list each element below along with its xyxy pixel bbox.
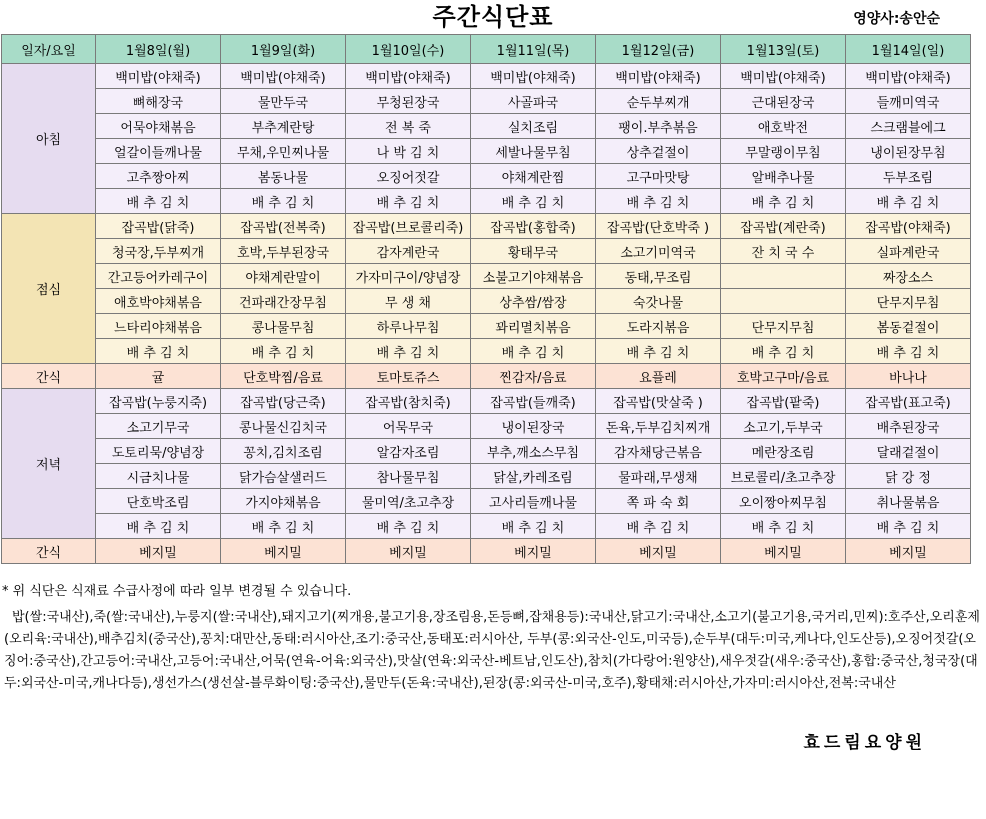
meal-label: 저녁 bbox=[2, 389, 96, 539]
menu-cell: 상추쌈/쌈장 bbox=[471, 289, 596, 314]
menu-cell: 도라지볶음 bbox=[596, 314, 721, 339]
menu-cell: 배 추 김 치 bbox=[221, 514, 346, 539]
day-header: 1월10일(수) bbox=[346, 35, 471, 64]
menu-cell: 배 추 김 치 bbox=[846, 189, 971, 214]
menu-cell: 오징어젓갈 bbox=[346, 164, 471, 189]
dinner-row bbox=[2, 489, 971, 514]
menu-cell: 백미밥(야채죽) bbox=[846, 64, 971, 89]
menu-cell: 황태무국 bbox=[471, 239, 596, 264]
menu-cell: 건파래간장무침 bbox=[221, 289, 346, 314]
breakfast-row bbox=[2, 164, 971, 189]
menu-cell: 꽈리멸치볶음 bbox=[471, 314, 596, 339]
menu-cell: 취나물볶음 bbox=[846, 489, 971, 514]
menu-cell: 잡곡밥(표고죽) bbox=[846, 389, 971, 414]
menu-cell: 잡곡밥(야채죽) bbox=[846, 214, 971, 239]
menu-cell: 가지야채볶음 bbox=[221, 489, 346, 514]
breakfast-row bbox=[2, 114, 971, 139]
menu-cell: 잡곡밥(참치죽) bbox=[346, 389, 471, 414]
day-header: 1월14일(일) bbox=[846, 35, 971, 64]
day-header: 1월12일(금) bbox=[596, 35, 721, 64]
menu-cell: 오이짱아찌무침 bbox=[721, 489, 846, 514]
menu-cell: 쪽 파 숙 회 bbox=[596, 489, 721, 514]
menu-cell: 호박고구마/음료 bbox=[721, 364, 846, 389]
dinner-row bbox=[2, 439, 971, 464]
menu-cell: 요플레 bbox=[596, 364, 721, 389]
menu-cell: 백미밥(야채죽) bbox=[221, 64, 346, 89]
menu-cell: 사골파국 bbox=[471, 89, 596, 114]
menu-cell: 근대된장국 bbox=[721, 89, 846, 114]
menu-cell: 배 추 김 치 bbox=[221, 339, 346, 364]
menu-cell: 닭가슴살샐러드 bbox=[221, 464, 346, 489]
lunch-row bbox=[2, 339, 971, 364]
lunch-row bbox=[2, 289, 971, 314]
dinner-row bbox=[2, 414, 971, 439]
menu-cell bbox=[721, 289, 846, 314]
lunch-row bbox=[2, 264, 971, 289]
menu-cell: 무말랭이무침 bbox=[721, 139, 846, 164]
menu-cell: 배 추 김 치 bbox=[721, 189, 846, 214]
menu-cell: 잡곡밥(누룽지죽) bbox=[96, 389, 221, 414]
menu-cell: 짜장소스 bbox=[846, 264, 971, 289]
menu-cell: 실치조림 bbox=[471, 114, 596, 139]
menu-cell: 상추겉절이 bbox=[596, 139, 721, 164]
menu-cell: 배 추 김 치 bbox=[846, 514, 971, 539]
menu-cell: 소고기,두부국 bbox=[721, 414, 846, 439]
menu-cell: 팽이.부추볶음 bbox=[596, 114, 721, 139]
menu-cell: 백미밥(야채죽) bbox=[471, 64, 596, 89]
menu-cell: 알배추나물 bbox=[721, 164, 846, 189]
menu-cell: 어묵무국 bbox=[346, 414, 471, 439]
menu-cell: 잡곡밥(단호박죽 ) bbox=[596, 214, 721, 239]
day-header: 1월11일(목) bbox=[471, 35, 596, 64]
menu-cell: 야채계란찜 bbox=[471, 164, 596, 189]
menu-cell: 호박,두부된장국 bbox=[221, 239, 346, 264]
menu-cell: 배 추 김 치 bbox=[596, 339, 721, 364]
menu-cell: 냉이된장국 bbox=[471, 414, 596, 439]
menu-cell: 꽁치,김치조림 bbox=[221, 439, 346, 464]
menu-cell: 단호박찜/음료 bbox=[221, 364, 346, 389]
menu-cell: 바나나 bbox=[846, 364, 971, 389]
menu-cell: 뼈해장국 bbox=[96, 89, 221, 114]
menu-cell: 베지밀 bbox=[471, 539, 596, 564]
lunch-row bbox=[2, 314, 971, 339]
menu-cell: 얼갈이들깨나물 bbox=[96, 139, 221, 164]
menu-cell: 배 추 김 치 bbox=[221, 189, 346, 214]
menu-cell: 잔 치 국 수 bbox=[721, 239, 846, 264]
menu-cell: 백미밥(야채죽) bbox=[96, 64, 221, 89]
dietitian-label: 영양사:송안순 bbox=[853, 11, 940, 27]
menu-cell: 잡곡밥(맛살죽 ) bbox=[596, 389, 721, 414]
menu-cell: 소고기미역국 bbox=[596, 239, 721, 264]
menu-cell: 배 추 김 치 bbox=[346, 514, 471, 539]
menu-cell: 잡곡밥(당근죽) bbox=[221, 389, 346, 414]
menu-cell: 콩나물신김치국 bbox=[221, 414, 346, 439]
day-header: 1월8일(월) bbox=[96, 35, 221, 64]
menu-cell: 물파래,무생채 bbox=[596, 464, 721, 489]
menu-cell: 배 추 김 치 bbox=[471, 189, 596, 214]
menu-cell: 백미밥(야채죽) bbox=[596, 64, 721, 89]
menu-cell: 스크램블에그 bbox=[846, 114, 971, 139]
menu-cell: 배 추 김 치 bbox=[846, 339, 971, 364]
breakfast-row bbox=[2, 189, 971, 214]
menu-cell: 감자채당근볶음 bbox=[596, 439, 721, 464]
menu-cell: 콩나물무침 bbox=[221, 314, 346, 339]
menu-cell: 베지밀 bbox=[596, 539, 721, 564]
menu-cell: 배 추 김 치 bbox=[596, 514, 721, 539]
menu-cell: 소불고기야채볶음 bbox=[471, 264, 596, 289]
menu-cell: 고추짱아찌 bbox=[96, 164, 221, 189]
change-notice: * 위 식단은 식재료 수급사정에 따라 일부 변경될 수 있습니다. bbox=[2, 584, 352, 599]
title-bar bbox=[0, 0, 986, 34]
menu-cell: 어묵야채볶음 bbox=[96, 114, 221, 139]
breakfast-row bbox=[2, 89, 971, 114]
menu-cell: 물미역/초고추장 bbox=[346, 489, 471, 514]
facility-name: 효드림요양원 bbox=[803, 733, 926, 753]
menu-cell: 애호박야채볶음 bbox=[96, 289, 221, 314]
lunch-row bbox=[2, 214, 971, 239]
menu-cell: 베지밀 bbox=[221, 539, 346, 564]
menu-cell: 느타리야채볶음 bbox=[96, 314, 221, 339]
meal-label: 아침 bbox=[2, 64, 96, 214]
menu-cell: 잡곡밥(전복죽) bbox=[221, 214, 346, 239]
menu-cell: 찐감자/음료 bbox=[471, 364, 596, 389]
menu-cell: 두부조림 bbox=[846, 164, 971, 189]
menu-cell: 실파계란국 bbox=[846, 239, 971, 264]
corner-header: 일자/요일 bbox=[2, 35, 96, 64]
day-header: 1월13일(토) bbox=[721, 35, 846, 64]
menu-cell: 세발나물무침 bbox=[471, 139, 596, 164]
snack-row bbox=[2, 539, 971, 564]
menu-cell bbox=[721, 264, 846, 289]
menu-cell: 백미밥(야채죽) bbox=[721, 64, 846, 89]
menu-cell: 봄동나물 bbox=[221, 164, 346, 189]
origin-info: 밥(쌀:국내산),죽(쌀:국내산),누룽지(쌀:국내산),돼지고기(찌개용,불고기용,장조림용,돈등뼈,잡채용등):국내산,닭고기:국내산,소고기(불고기용,국거리,민찌):호주산,오리훈제(오리육:국내산),배추김치(중국산),꽁치:대만산,동태:러시아산,조기:중국산,동태포:러시아산, 두부(콩:외국산-인도,미국등),순두부(대두:미국,케나다,인도산등),오징어젓갈(오징어:중국산),간고등어:국내산,고등어:국내산,어묵(연육-어육:외국산),맛살(연육:외국산-베트남,인도산),참치(가다랑어:원양산),새우젓갈(새우:중국산),홍합:중국산,청국장(대두:외국산-미국,캐나다등),생선가스(생선살-블루화이팅:중국산),물만두(돈육:국내산),된장(콩:외국산-미국,호주),황태채:러시아산,가자미:러시아산,전복:국내산 bbox=[4, 610, 980, 691]
menu-cell: 잡곡밥(닭죽) bbox=[96, 214, 221, 239]
menu-cell: 백미밥(야채죽) bbox=[346, 64, 471, 89]
menu-cell: 배 추 김 치 bbox=[721, 339, 846, 364]
menu-cell: 청국장,두부찌개 bbox=[96, 239, 221, 264]
menu-cell: 감자계란국 bbox=[346, 239, 471, 264]
menu-cell: 배 추 김 치 bbox=[471, 514, 596, 539]
menu-cell: 닭 강 정 bbox=[846, 464, 971, 489]
menu-cell: 무 생 채 bbox=[346, 289, 471, 314]
menu-cell: 브로콜리/초고추장 bbox=[721, 464, 846, 489]
menu-cell: 베지밀 bbox=[846, 539, 971, 564]
menu-cell: 닭살,카레조림 bbox=[471, 464, 596, 489]
meal-label: 간식 bbox=[2, 539, 96, 564]
menu-cell: 베지밀 bbox=[721, 539, 846, 564]
menu-cell: 배 추 김 치 bbox=[721, 514, 846, 539]
meal-label: 점심 bbox=[2, 214, 96, 364]
snack-row bbox=[2, 364, 971, 389]
dinner-row bbox=[2, 389, 971, 414]
menu-cell: 가자미구이/양념장 bbox=[346, 264, 471, 289]
menu-cell: 나 박 김 치 bbox=[346, 139, 471, 164]
day-header: 1월9일(화) bbox=[221, 35, 346, 64]
dinner-row bbox=[2, 464, 971, 489]
menu-cell: 전 복 죽 bbox=[346, 114, 471, 139]
menu-cell: 잡곡밥(홍합죽) bbox=[471, 214, 596, 239]
meal-label: 간식 bbox=[2, 364, 96, 389]
weekly-menu-table bbox=[1, 34, 971, 564]
menu-cell: 달래겉절이 bbox=[846, 439, 971, 464]
menu-cell: 배추된장국 bbox=[846, 414, 971, 439]
menu-cell: 부추계란탕 bbox=[221, 114, 346, 139]
menu-cell: 숙갓나물 bbox=[596, 289, 721, 314]
breakfast-row bbox=[2, 139, 971, 164]
menu-cell: 들깨미역국 bbox=[846, 89, 971, 114]
menu-cell: 동태,무조림 bbox=[596, 264, 721, 289]
menu-cell: 물만두국 bbox=[221, 89, 346, 114]
breakfast-row bbox=[2, 64, 971, 89]
menu-cell: 단무지무침 bbox=[846, 289, 971, 314]
menu-cell: 고구마맛탕 bbox=[596, 164, 721, 189]
menu-cell: 애호박전 bbox=[721, 114, 846, 139]
menu-cell: 도토리묵/양념장 bbox=[96, 439, 221, 464]
menu-cell: 잡곡밥(브로콜리죽) bbox=[346, 214, 471, 239]
menu-cell: 배 추 김 치 bbox=[471, 339, 596, 364]
menu-cell: 토마토쥬스 bbox=[346, 364, 471, 389]
menu-cell: 알감자조림 bbox=[346, 439, 471, 464]
lunch-row bbox=[2, 239, 971, 264]
header-row bbox=[2, 35, 971, 64]
menu-cell: 야채계란말이 bbox=[221, 264, 346, 289]
menu-cell: 봄동겉절이 bbox=[846, 314, 971, 339]
menu-cell: 배 추 김 치 bbox=[96, 514, 221, 539]
menu-cell: 하루나무침 bbox=[346, 314, 471, 339]
menu-cell: 부추,깨소스무침 bbox=[471, 439, 596, 464]
menu-cell: 순두부찌개 bbox=[596, 89, 721, 114]
menu-cell: 베지밀 bbox=[346, 539, 471, 564]
menu-cell: 배 추 김 치 bbox=[346, 189, 471, 214]
menu-cell: 메란장조림 bbox=[721, 439, 846, 464]
menu-cell: 배 추 김 치 bbox=[596, 189, 721, 214]
menu-cell: 고사리들깨나물 bbox=[471, 489, 596, 514]
menu-cell: 무청된장국 bbox=[346, 89, 471, 114]
menu-cell: 배 추 김 치 bbox=[96, 339, 221, 364]
menu-cell: 돈육,두부김치찌개 bbox=[596, 414, 721, 439]
menu-cell: 베지밀 bbox=[96, 539, 221, 564]
menu-cell: 귤 bbox=[96, 364, 221, 389]
menu-body bbox=[2, 64, 971, 564]
page-title: 주간식단표 bbox=[432, 3, 554, 31]
menu-cell: 배 추 김 치 bbox=[346, 339, 471, 364]
menu-cell: 잡곡밥(팥죽) bbox=[721, 389, 846, 414]
menu-cell: 단호박조림 bbox=[96, 489, 221, 514]
menu-cell: 잡곡밥(계란죽) bbox=[721, 214, 846, 239]
menu-cell: 배 추 김 치 bbox=[96, 189, 221, 214]
menu-cell: 참나물무침 bbox=[346, 464, 471, 489]
menu-cell: 단무지무침 bbox=[721, 314, 846, 339]
menu-cell: 잡곡밥(들깨죽) bbox=[471, 389, 596, 414]
menu-cell: 간고등어카레구이 bbox=[96, 264, 221, 289]
menu-cell: 무채,우민찌나물 bbox=[221, 139, 346, 164]
menu-cell: 시금치나물 bbox=[96, 464, 221, 489]
menu-cell: 소고기무국 bbox=[96, 414, 221, 439]
dinner-row bbox=[2, 514, 971, 539]
menu-cell: 냉이된장무침 bbox=[846, 139, 971, 164]
